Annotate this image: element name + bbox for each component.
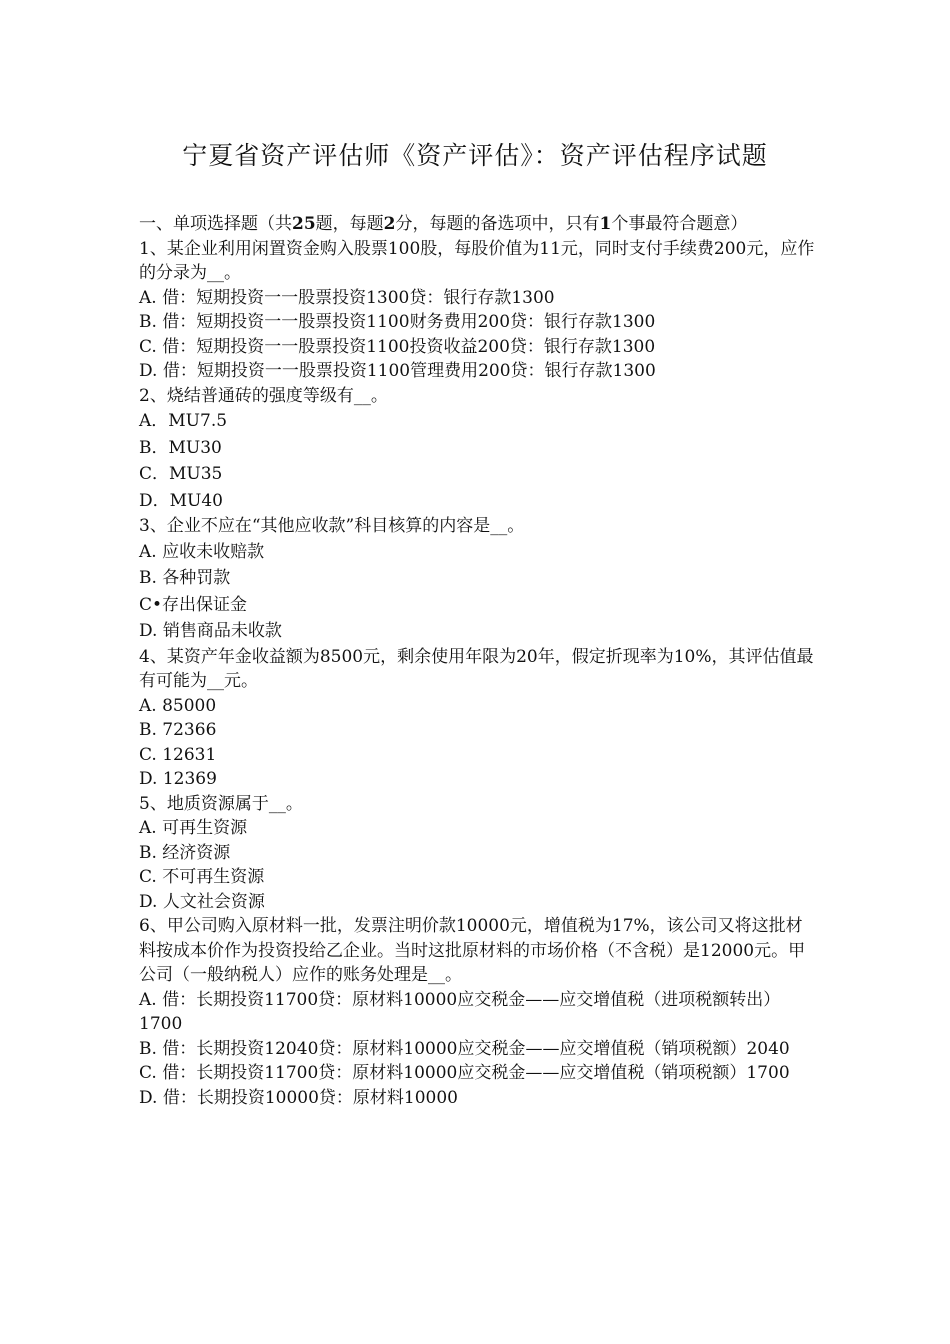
question-points: 2 xyxy=(383,214,396,234)
option-d: D. 人文社会资源 xyxy=(139,891,265,912)
option-a: A. 应收未收赔款 xyxy=(139,541,265,562)
page-title: 宁夏省资产评估师《资产评估》：资产评估程序试题 xyxy=(182,141,768,170)
question-1 xyxy=(139,237,819,384)
correct-count: 1 xyxy=(599,214,612,234)
option-b: B. 借：短期投资一一股票投资1100财务费用200贷：银行存款1300 xyxy=(139,312,656,332)
option-b: B. 经济资源 xyxy=(139,842,231,863)
option-b: B．MU30 xyxy=(139,437,222,458)
option-a: A. 可再生资源 xyxy=(139,818,248,838)
option-a: A. 85000 xyxy=(139,695,217,716)
question-6 xyxy=(139,914,819,1110)
question-count: 25 xyxy=(292,214,316,234)
question-3 xyxy=(139,514,819,645)
option-a: A. 借：短期投资一一股票投资1300贷：银行存款1300 xyxy=(139,287,555,308)
option-d: D. 借：短期投资一一股票投资1100管理费用200贷：银行存款1300 xyxy=(139,361,656,381)
option-a: A. 借：长期投资11700贷：原材料10000应交税金——应交增值税（进项税额转出）1700 xyxy=(139,989,781,1034)
option-b: B. 借：长期投资12040贷：原材料10000应交税金——应交增值税（销项税额）2040 xyxy=(139,1038,790,1059)
option-c: C. 12631 xyxy=(139,744,217,765)
section-heading-text: 个事最符合题意） xyxy=(611,214,748,234)
option-b: B. 72366 xyxy=(139,720,217,740)
section-heading-text: 题，每题 xyxy=(315,214,384,234)
question-stem: 6、甲公司购入原材料一批，发票注明价款10000元，增值税为17%，该公司又将这批材料按成本价作为投资投给乙企业。当时这批原材料的市场价格（不含税）是12000元。甲公司（一般纳税人）应作的账务处理是__。 xyxy=(139,916,806,985)
option-c: C•存出保证金 xyxy=(139,594,248,615)
question-stem: 5、地质资源属于__。 xyxy=(139,793,303,814)
question-stem: 3、企业不应在“其他应收款”科目核算的内容是__。 xyxy=(139,516,525,536)
question-stem: 2、烧结普通砖的强度等级有__。 xyxy=(139,385,388,406)
question-2 xyxy=(139,384,819,515)
option-d: D. 借：长期投资10000贷：原材料10000 xyxy=(139,1087,458,1108)
option-b: B. 各种罚款 xyxy=(139,568,231,588)
question-stem: 4、某资产年金收益额为8500元，剩余使用年限为20年，假定折现率为10%，其评估值最有可能为__元。 xyxy=(139,646,814,691)
option-c: C. 借：长期投资11700贷：原材料10000应交税金——应交增值税（销项税额）1700 xyxy=(139,1063,790,1083)
question-list xyxy=(139,212,819,1110)
option-d: D. 销售商品未收款 xyxy=(139,621,282,641)
question-stem: 1、某企业利用闲置资金购入股票100股，每股价值为11元，同时支付手续费200元，应作的分录为__。 xyxy=(139,238,815,283)
option-c: C．MU35 xyxy=(139,464,223,484)
section-heading xyxy=(139,212,819,237)
question-4 xyxy=(139,645,819,792)
section-heading-text: 分，每题的备选项中，只有 xyxy=(395,214,600,234)
option-d: D. 12369 xyxy=(139,769,217,789)
section-heading-text: 一、单项选择题（共 xyxy=(139,214,292,234)
option-d: D．MU40 xyxy=(139,490,223,511)
option-c: C. 不可再生资源 xyxy=(139,867,265,887)
option-c: C. 借：短期投资一一股票投资1100投资收益200贷：银行存款1300 xyxy=(139,336,656,357)
option-a: A．MU7.5 xyxy=(139,411,228,431)
question-5 xyxy=(139,792,819,915)
